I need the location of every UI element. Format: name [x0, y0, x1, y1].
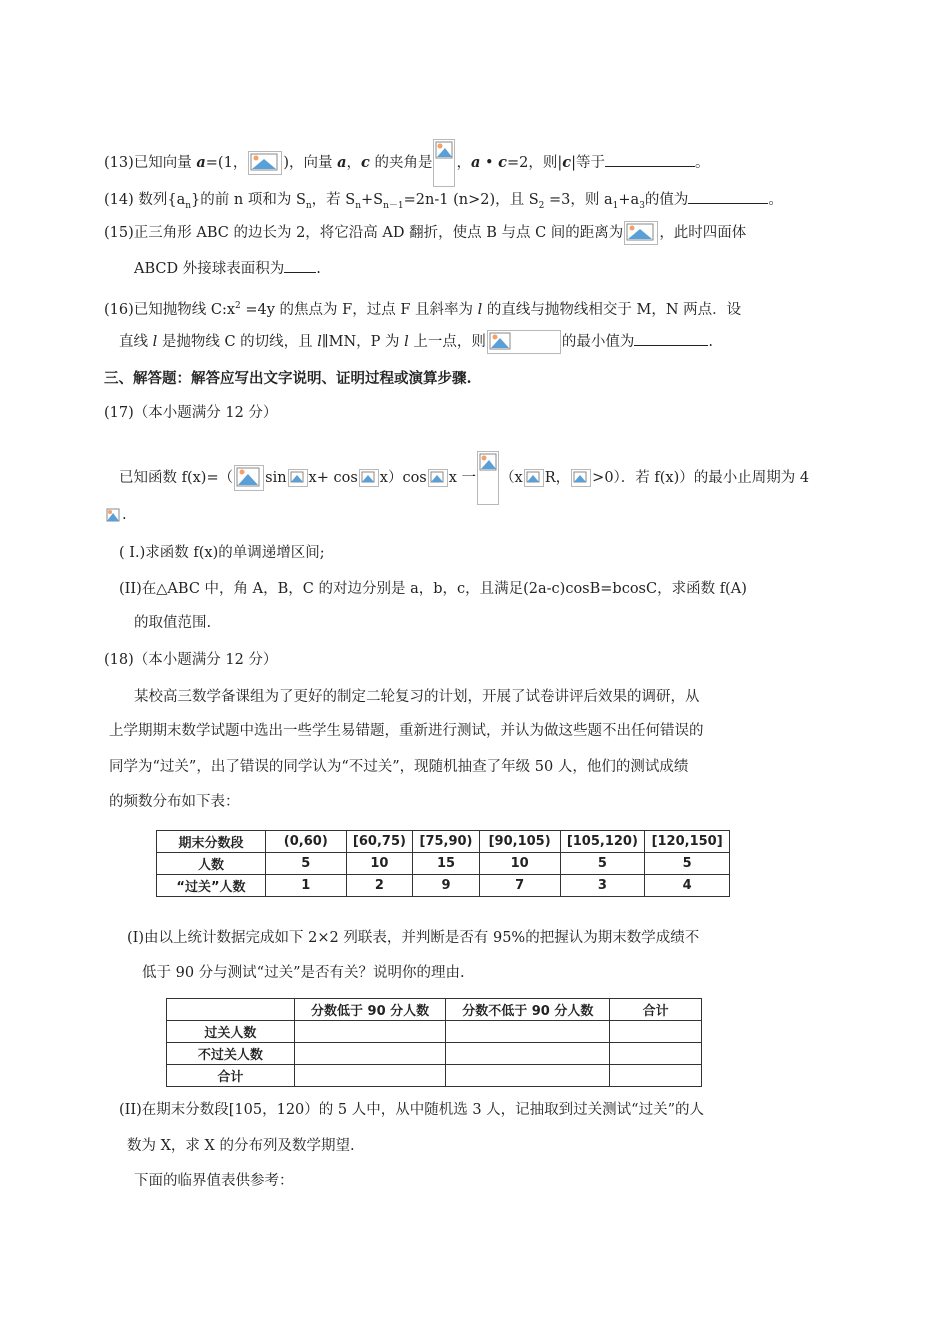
q13-text: =(1，	[205, 155, 248, 171]
q18-part-i-line1: (I)由以上统计数据完成如下 2×2 列联表，并判断是否有 95%的把握认为期末数学成绩不	[127, 930, 700, 946]
q16-text: 的最小值为	[561, 334, 635, 350]
table-cell: 合计	[610, 999, 702, 1021]
table-cell: [60,75)	[346, 831, 413, 853]
broken-image-icon	[248, 151, 282, 175]
vector-a: a	[196, 154, 206, 171]
q18-text-line4: 的频数分布如下表：	[109, 794, 240, 810]
q13-text: 的夹角是	[369, 155, 433, 171]
q16-text: 上一点，则	[408, 334, 486, 350]
vector-a: a	[337, 154, 347, 171]
line-l: l	[317, 334, 322, 350]
q17-text: 已知函数 f(x)=（	[119, 470, 234, 486]
broken-image-icon	[624, 221, 658, 245]
q16-text: 直线	[119, 334, 153, 350]
answer-blank	[284, 258, 316, 273]
q14-text: +S	[361, 192, 384, 208]
q13-text: ，	[456, 155, 471, 171]
table-cell: “过关”人数	[157, 875, 266, 897]
vector-c: c	[361, 154, 370, 171]
q13-text: •	[480, 155, 499, 171]
table-cell: 7	[479, 875, 560, 897]
table-cell: 2	[346, 875, 413, 897]
table-cell	[294, 1065, 446, 1087]
q16-text: 是抛物线 C 的切线，且	[157, 334, 318, 350]
superscript: 2	[235, 301, 241, 311]
q14-text: +a	[618, 192, 640, 208]
table-cell: 9	[413, 875, 480, 897]
table-row	[167, 999, 702, 1021]
broken-image-icon	[477, 451, 499, 505]
q13-text: (13)已知向量	[104, 155, 197, 171]
table-row	[167, 1021, 702, 1043]
table-cell: 人数	[157, 853, 266, 875]
table-cell: 合计	[167, 1065, 295, 1087]
q17-text: （x	[500, 470, 523, 486]
q15-line1	[104, 221, 746, 245]
line-l: l	[404, 334, 409, 350]
table-cell: [75,90)	[413, 831, 480, 853]
q16-line1	[104, 295, 741, 321]
table-cell	[446, 1043, 610, 1065]
q17-text: .	[122, 507, 127, 523]
table-cell: 15	[413, 853, 480, 875]
q17-head: (17)（本小题满分 12 分）	[104, 405, 278, 421]
q17-text: x+ cos	[308, 470, 358, 486]
table-row	[167, 1065, 702, 1087]
q15-text: .	[316, 261, 321, 277]
table-cell	[446, 1021, 610, 1043]
q17-part-ii-line2: 的取值范围.	[134, 615, 212, 631]
vector-a: a	[470, 154, 481, 171]
table-cell: 4	[645, 875, 730, 897]
q17-line1	[119, 451, 809, 505]
vector-c: c	[498, 154, 507, 171]
table-cell	[610, 1065, 702, 1087]
q13-text: )，向量	[283, 155, 338, 171]
q17-text: x）cos	[379, 470, 427, 486]
q14-text: 的值为	[644, 192, 689, 208]
q16-text: =4y 的焦点为 F，过点 F 且斜率为	[240, 301, 478, 318]
table-cell: 3	[560, 875, 645, 897]
broken-image-icon	[105, 507, 121, 523]
table-cell: [105,120)	[560, 831, 645, 853]
q16-text: (16)已知抛物线 C:x	[104, 301, 236, 318]
q18-text-line2: 上学期期末数学试题中选出一些学生易错题，重新进行测试，并认为做这些题不出任何错误的	[109, 723, 704, 739]
subscript: 3	[639, 200, 645, 211]
table-cell: 不过关人数	[167, 1043, 295, 1065]
q17-text: x 一	[448, 470, 477, 486]
table-cell: [90,105)	[479, 831, 560, 853]
q15-text: ，此时四面体	[659, 225, 747, 241]
subscript: n	[355, 200, 362, 211]
broken-image-icon	[428, 469, 448, 487]
table-cell: 5	[560, 853, 645, 875]
q18-text-line1: 某校高三数学备课组为了更好的制定二轮复习的计划，开展了试卷讲评后效果的调研，从	[134, 689, 700, 705]
q17-part-i: ( I.)求函数 f(x)的单调递增区间;	[119, 545, 325, 561]
line-l: l	[152, 334, 158, 350]
q18-part-i-line2: 低于 90 分与测试“过关”是否有关？说明你的理由.	[142, 965, 465, 981]
q17-text: >0）．若 f(x)）的最小止周期为 4	[592, 470, 810, 486]
q18-part-ii-line2: 数为 X，求 X 的分布列及数学期望.	[127, 1138, 355, 1154]
subscript: n－1	[383, 200, 404, 211]
answer-blank	[605, 152, 695, 167]
frequency-table	[156, 830, 730, 897]
table-cell	[610, 1021, 702, 1043]
subscript: 2	[538, 200, 545, 211]
table-cell: [120,150]	[645, 831, 730, 853]
contingency-table	[166, 998, 702, 1087]
table-cell: 1	[265, 875, 346, 897]
q14-text: ，若 S	[311, 192, 356, 208]
section-heading: 三、解答题：解答应写出文字说明、证明过程或演算步骤.	[104, 370, 472, 387]
table-row	[157, 853, 730, 875]
table-row	[157, 875, 730, 897]
table-row	[167, 1043, 702, 1065]
line-l: l	[477, 301, 483, 318]
q14-text: (14) 数列{a	[104, 192, 186, 208]
q13-text: =2，则|	[507, 155, 563, 171]
q15-text: (15)正三角形 ABC 的边长为 2，将它沿高 AD 翻折，使点 B 与点 C 间的距离为	[104, 225, 624, 241]
table-cell: 过关人数	[167, 1021, 295, 1043]
q13-text: 。	[695, 155, 710, 171]
q14-text: =2n-1 (n>2)，且 S	[403, 192, 539, 208]
broken-image-icon	[433, 139, 455, 187]
q13-text: |等于	[571, 155, 605, 171]
answer-blank	[634, 331, 708, 346]
table-row	[157, 831, 730, 853]
q16-text: .	[708, 334, 713, 350]
q18-part-ii-line1: (II)在期末分数段[105，120）的 5 人中，从中随机选 3 人，记抽取到过关测试“过关”的人	[119, 1102, 704, 1118]
broken-image-icon	[359, 469, 379, 487]
broken-image-icon	[234, 465, 264, 491]
table-cell	[167, 999, 295, 1021]
q18-text-line3: 同学为“过关”，出了错误的同学认为“不过关”，现随机抽查了年级 50 人，他们的测试成绩	[109, 759, 689, 775]
table-cell: (0,60)	[265, 831, 346, 853]
q18-reference-note: 下面的临界值表供参考：	[134, 1173, 294, 1189]
q17-text: R，	[544, 470, 571, 486]
q15-line2	[134, 258, 321, 280]
broken-image-icon	[524, 469, 544, 487]
table-cell: 分数低于 90 分人数	[294, 999, 446, 1021]
q13-text: ，	[346, 155, 362, 171]
table-cell: 期末分数段	[157, 831, 266, 853]
q14	[104, 189, 783, 217]
subscript: n	[305, 200, 312, 211]
table-cell: 5	[645, 853, 730, 875]
subscript: n	[185, 200, 192, 211]
q17-line2	[104, 504, 127, 526]
broken-image-icon	[288, 469, 308, 487]
q15-text: ABCD 外接球表面积为	[134, 261, 285, 277]
vector-c: c	[562, 154, 572, 171]
table-cell: 10	[346, 853, 413, 875]
table-cell: 5	[265, 853, 346, 875]
q16-text: 的直线与抛物线相交于 M，N 两点．设	[482, 301, 742, 318]
table-cell	[446, 1065, 610, 1087]
q18-head: (18)（本小题满分 12 分）	[104, 652, 278, 668]
table-cell: 10	[479, 853, 560, 875]
broken-image-icon	[571, 469, 591, 487]
q17-text: sin	[265, 470, 287, 486]
q14-text: }的前 n 项和为 S	[191, 192, 306, 208]
q14-text: 。	[768, 192, 783, 208]
q16-line2	[119, 330, 713, 354]
table-cell	[610, 1043, 702, 1065]
q16-text: ∥MN，P 为	[321, 334, 405, 350]
broken-image-icon	[487, 330, 561, 354]
table-cell: 分数不低于 90 分人数	[446, 999, 610, 1021]
table-cell	[294, 1021, 446, 1043]
subscript: 1	[612, 200, 619, 211]
q13	[104, 139, 710, 187]
answer-blank	[688, 189, 768, 204]
q14-text: =3，则 a	[544, 192, 613, 208]
q17-part-ii-line1: (II)在△ABC 中，角 A，B，C 的对边分别是 a，b，c，且满足(2a-c)cosB=bcosC，求函数 f(A)	[119, 581, 747, 597]
table-cell	[294, 1043, 446, 1065]
